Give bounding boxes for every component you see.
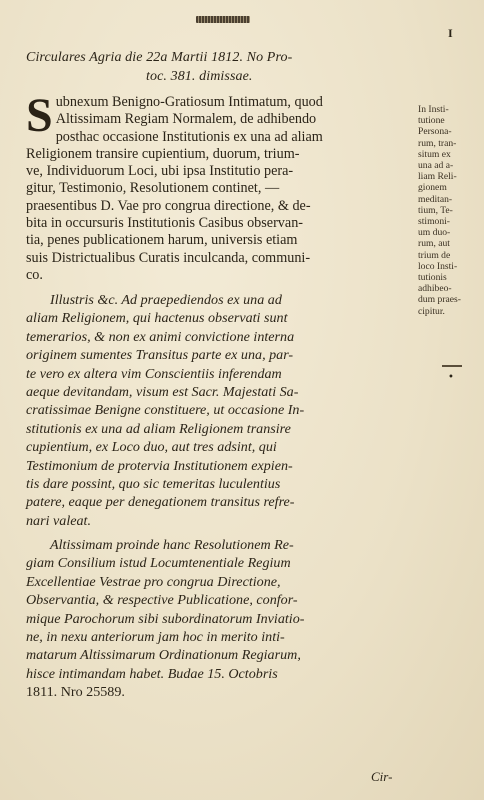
text-line: cupientium, ex Loco duo, aut tres adsint, qui	[26, 439, 277, 456]
sidenote-line: situm ex	[418, 148, 451, 160]
text-line: co.	[26, 266, 43, 283]
text-line: cratissimae Benigne constituere, ut occasione In-	[26, 402, 305, 419]
text-line: matarum Altissimarum Ordinationum Regiarum,	[26, 647, 301, 664]
sidenote-line: dum praes-	[418, 294, 461, 306]
sidenote-line: gionem	[418, 182, 447, 194]
marginal-note	[418, 104, 482, 317]
text-line: aliam Religionem, qui hactenus observati sunt	[26, 310, 288, 327]
marginal-rule	[442, 365, 462, 367]
text-line: patere, eaque per denegationem transitus refre-	[26, 494, 295, 511]
sidenote-line: cipitur.	[418, 305, 445, 317]
sidenote-line: meditan-	[418, 193, 453, 205]
text-line: hisce intimandam habet. Budae 15. Octobris	[26, 665, 278, 682]
page-number: I	[448, 26, 453, 40]
text-line: Altissimam Regiam Normalem, de adhibendo	[55, 111, 317, 128]
text-line: aeque devitandam, visum est Sacr. Majestati Sa-	[26, 384, 299, 401]
text-line: nari valeat.	[26, 512, 91, 529]
sidenote-line: tutionis	[418, 272, 447, 284]
sidenote-line: Persona-	[418, 126, 452, 138]
text-line: 1811. Nro 25589.	[26, 684, 125, 701]
text-line: Religionem transire cupientium, duorum, trium-	[26, 145, 300, 162]
text-line: stitutionis ex una ad aliam Religionem transire	[26, 420, 291, 437]
marginal-mark: •	[448, 372, 454, 383]
text-line: originem sumentes Transitus parte ex una, par-	[26, 347, 294, 364]
text-line: praesentibus D. Vae pro congrua directione, & de-	[26, 197, 311, 214]
sidenote-line: adhibeo-	[418, 283, 452, 295]
text-line: gitur, Testimonio, Resolutionem continet, —	[26, 180, 280, 197]
sidenote-line: loco Insti-	[418, 260, 458, 272]
header-line-1: Circulares Agria die 22a Martii 1812. No Pro-	[26, 50, 293, 65]
text-line: suis Districtualibus Curatis inculcanda, communi-	[26, 249, 311, 266]
header-line-2: toc. 381. dimissae.	[146, 69, 253, 84]
text-line: mique Parochorum sibi subordinatorum Inviatio-	[26, 610, 305, 627]
text-line: ubnexum Benigno-Gratiosum Intimatum, quod	[55, 94, 323, 110]
text-line: Illustris &c. Ad praepediendos ex una ad	[50, 292, 282, 308]
sidenote-line: tutione	[418, 115, 445, 127]
sidenote-line: um duo-	[418, 227, 451, 239]
sidenote-line: In Insti-	[418, 104, 449, 115]
header-ornament	[196, 16, 250, 23]
sidenote-line: rum, aut	[418, 238, 450, 250]
main-paragraph	[26, 89, 408, 284]
sidenote-line: una ad a-	[418, 160, 454, 172]
text-line: Excellentiae Vestrae pro congrua Directione,	[26, 573, 281, 590]
catchword: Cir-	[371, 769, 393, 784]
text-line: ve, Individuorum Loci, ubi ipsa Institutio pera-	[26, 163, 294, 180]
sidenote-line: trium de	[418, 249, 451, 261]
text-line: bita in occursuris Institutionis Casibus observan-	[26, 215, 304, 232]
text-line: tia, penes publicationem harum, universis etiam	[26, 232, 298, 249]
text-line: ne, in nexu anteriorum jam hoc in merito inti-	[26, 629, 285, 646]
circular-header	[26, 48, 416, 86]
text-line: giam Consilium istud Locumtenentiale Regium	[26, 555, 291, 572]
text-line: tis dare possint, quo sic temeritas luculentius	[26, 476, 281, 493]
sidenote-line: stimoni-	[418, 216, 450, 228]
drop-capital: S	[26, 89, 53, 142]
italic-paragraph-2	[26, 536, 412, 702]
text-line: posthac occasione Institutionis ex una ad aliam	[55, 128, 323, 145]
sidenote-line: rum, tran-	[418, 137, 457, 149]
italic-paragraph-1	[26, 291, 412, 530]
sidenote-line: tium, Te-	[418, 204, 453, 216]
text-line: temerarios, & non ex animi convictione interna	[26, 328, 295, 345]
text-line: Testimonium de protervia Institutionem expien-	[26, 457, 293, 474]
text-line: te vero ex altera vim Conscientiis inferendam	[26, 365, 282, 382]
sidenote-line: liam Reli-	[418, 171, 457, 183]
text-line: Altissimam proinde hanc Resolutionem Re-	[50, 537, 294, 553]
text-line: Observantia, & respective Publicatione, confor-	[26, 592, 298, 609]
